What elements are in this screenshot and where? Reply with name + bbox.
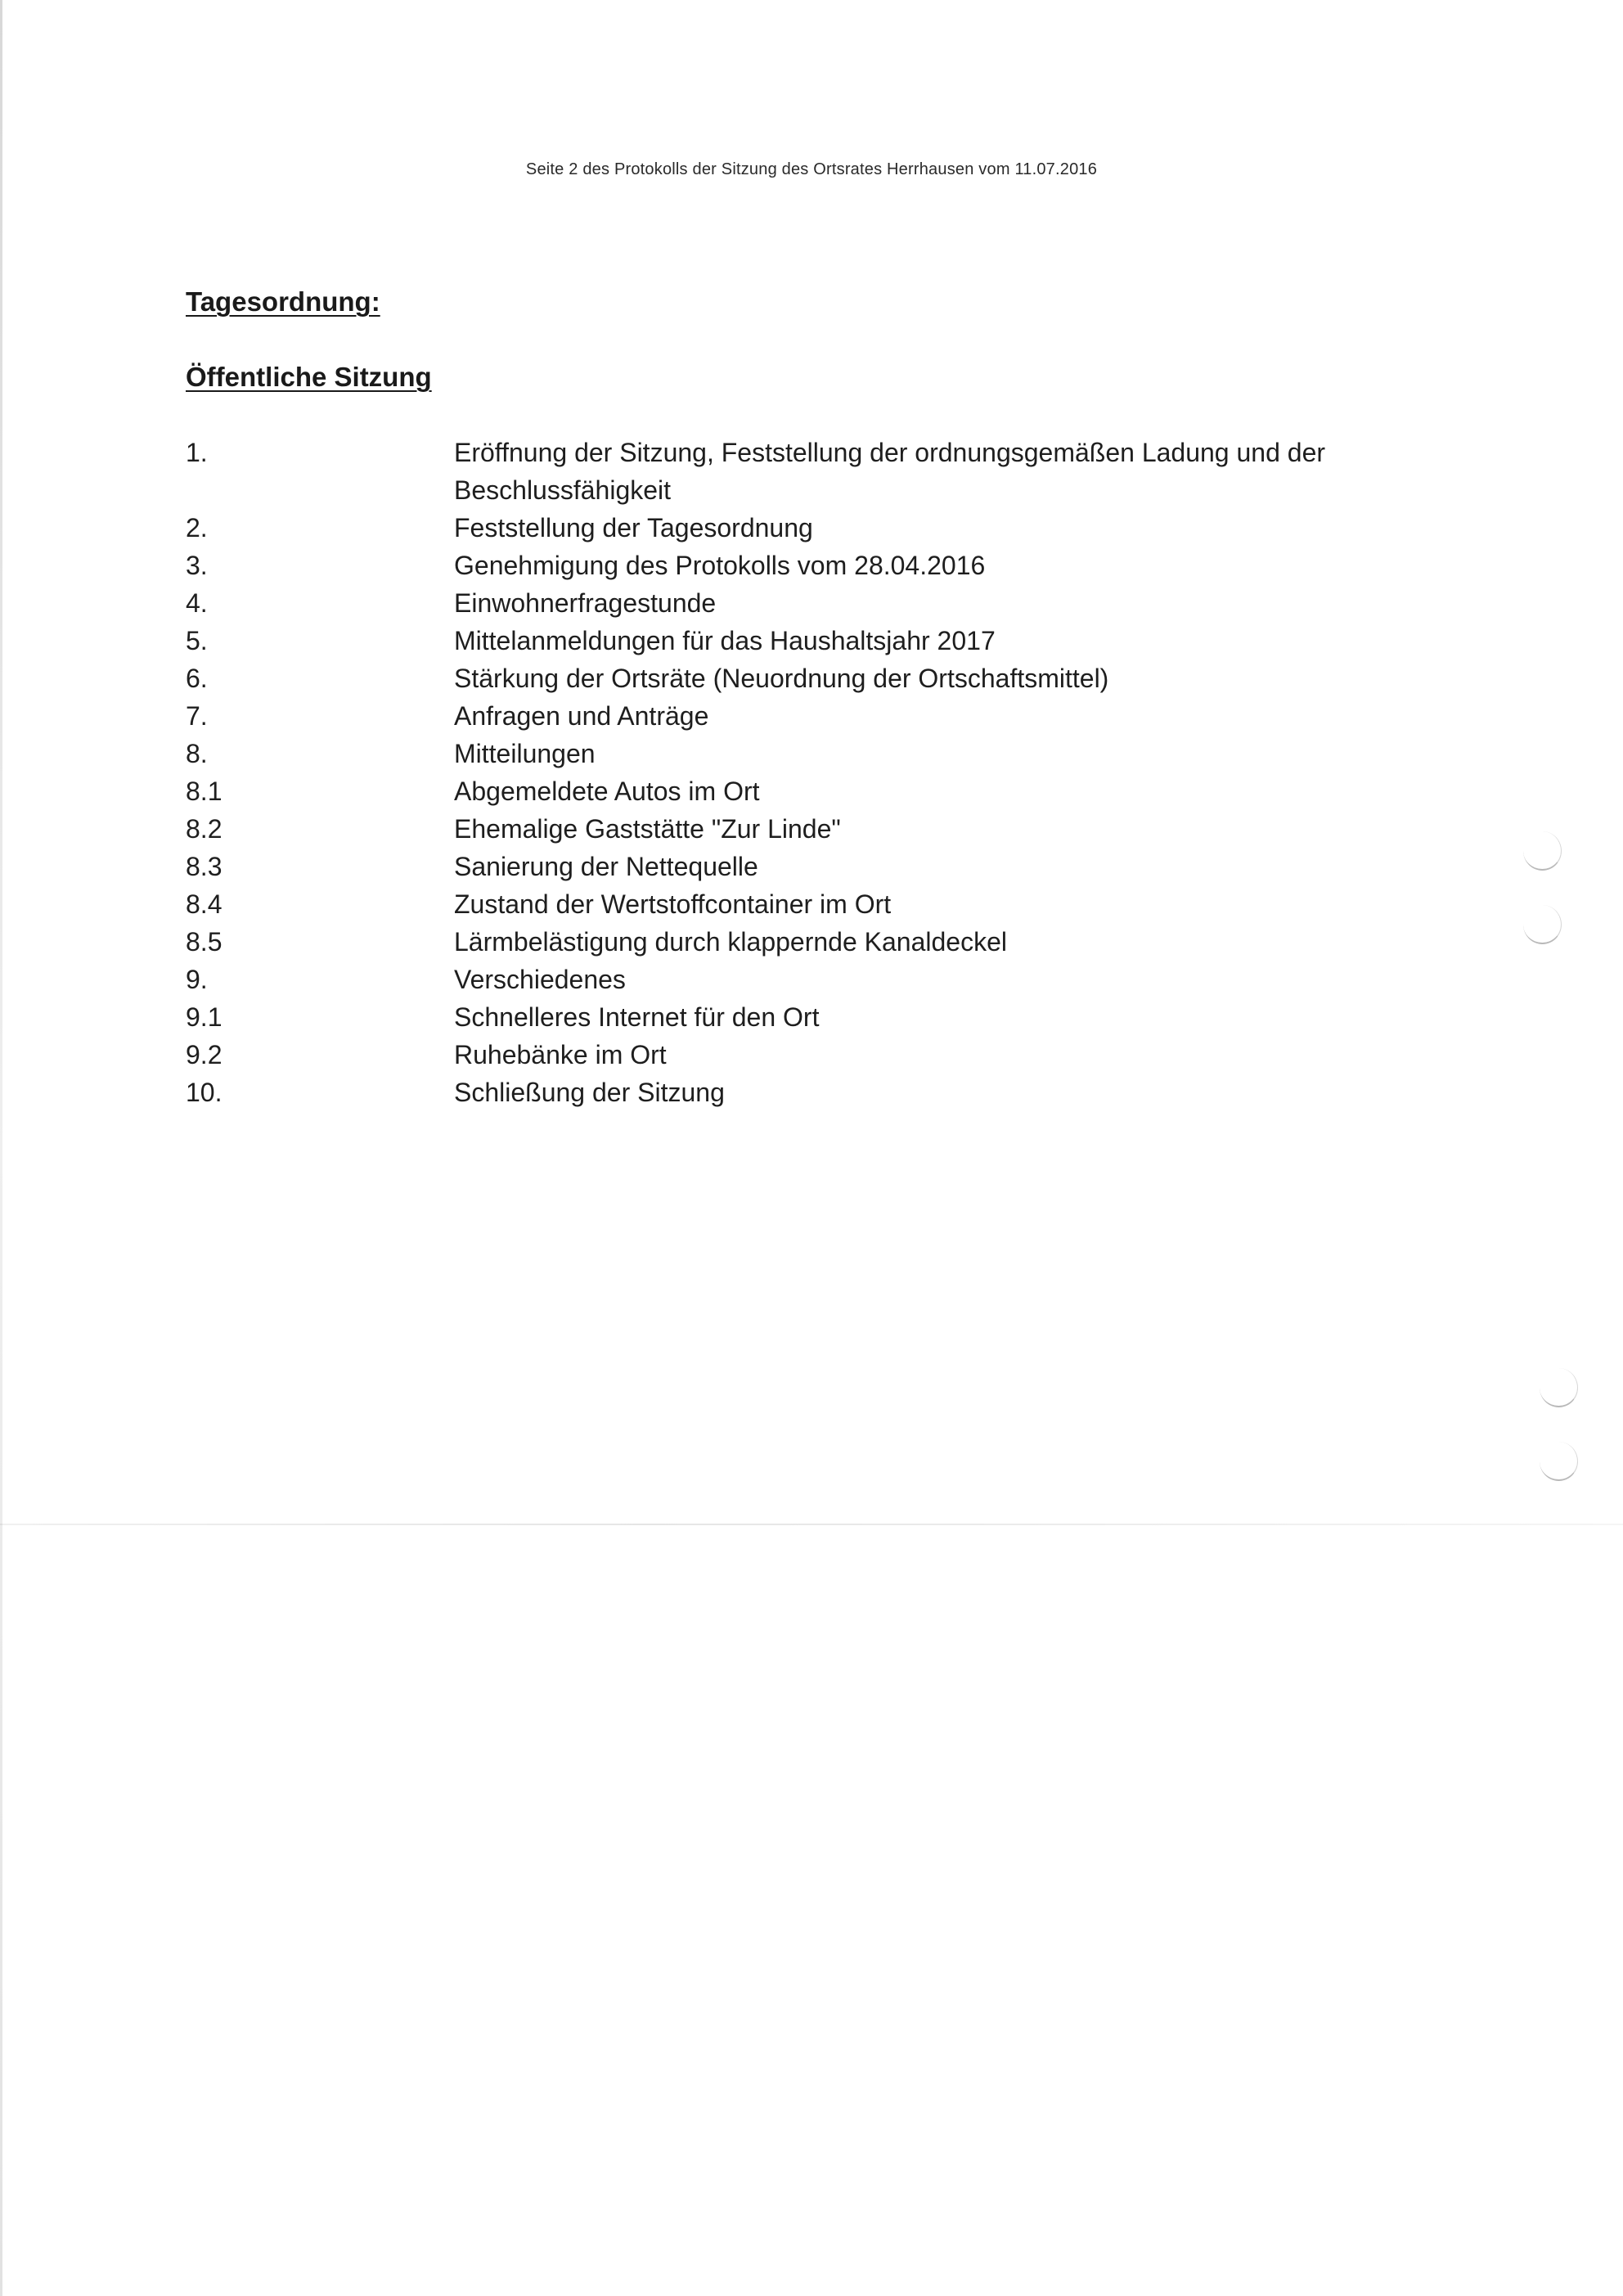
agenda-item — [186, 1036, 1413, 1074]
agenda-item — [186, 660, 1413, 697]
page-header: Seite 2 des Protokolls der Sitzung des Ortsrates Herrhausen vom 11.07.2016 — [525, 160, 1098, 178]
agenda-item-text: Mitteilungen — [454, 739, 596, 768]
agenda-item-text: Anfragen und Anträge — [454, 701, 709, 731]
agenda-item — [186, 772, 1413, 810]
agenda-item-text: Genehmigung des Protokolls vom 28.04.2016 — [454, 551, 986, 580]
agenda-item — [186, 885, 1413, 923]
agenda-item-number: 8. — [186, 739, 208, 768]
punch-hole-1 — [1523, 831, 1562, 871]
agenda-item-text: Ruhebänke im Ort — [454, 1040, 667, 1069]
agenda-item-number: 8.2 — [186, 814, 223, 844]
scan-fold-line — [0, 1524, 1623, 1525]
agenda-item — [186, 622, 1413, 660]
agenda-item-number: 8.3 — [186, 852, 223, 881]
public-session-heading: Öffentliche Sitzung — [186, 362, 432, 392]
agenda-list — [186, 434, 1413, 1111]
agenda-item — [186, 1074, 1413, 1111]
agenda-item-number: 8.5 — [186, 927, 223, 957]
scan-edge — [0, 0, 2, 2296]
agenda-item — [186, 434, 1413, 509]
agenda-item-number: 10. — [186, 1078, 223, 1107]
agenda-item-text: Feststellung der Tagesordnung — [454, 513, 813, 542]
agenda-item-text: Abgemeldete Autos im Ort — [454, 777, 760, 806]
agenda-item — [186, 998, 1413, 1036]
agenda-item-text: Lärmbelästigung durch klappernde Kanaldeckel — [454, 927, 1007, 957]
punch-hole-3 — [1540, 1368, 1578, 1407]
agenda-item — [186, 810, 1413, 848]
agenda-item-text: Schnelleres Internet für den Ort — [454, 1002, 820, 1032]
agenda-item — [186, 584, 1413, 622]
agenda-item-number: 9.1 — [186, 1002, 223, 1032]
agenda-item-number: 4. — [186, 588, 208, 618]
agenda-item-number: 3. — [186, 551, 208, 580]
agenda-item — [186, 961, 1413, 998]
agenda-item-text: Sanierung der Nettequelle — [454, 852, 758, 881]
punch-hole-2 — [1523, 905, 1562, 944]
agenda-item-number: 1. — [186, 438, 208, 467]
agenda-item — [186, 547, 1413, 584]
agenda-item-text: Verschiedenes — [454, 965, 626, 994]
agenda-item-number: 9. — [186, 965, 208, 994]
agenda-item-number: 8.4 — [186, 889, 223, 919]
agenda-item-number: 2. — [186, 513, 208, 542]
agenda-item — [186, 509, 1413, 547]
agenda-item-number: 8.1 — [186, 777, 223, 806]
agenda-item-text: Zustand der Wertstoffcontainer im Ort — [454, 889, 892, 919]
agenda-item-number: 7. — [186, 701, 208, 731]
agenda-heading: Tagesordnung: — [186, 286, 380, 317]
agenda-item — [186, 923, 1413, 961]
agenda-item-number: 6. — [186, 664, 208, 693]
agenda-item-text: Ehemalige Gaststätte "Zur Linde" — [454, 814, 841, 844]
agenda-item — [186, 697, 1413, 735]
agenda-item-text: Eröffnung der Sitzung, Feststellung der ordnungsgemäßen Ladung und der Beschlussfähigkeit — [454, 438, 1326, 505]
agenda-item — [186, 848, 1413, 885]
punch-hole-4 — [1540, 1442, 1578, 1481]
agenda-item-text: Mittelanmeldungen für das Haushaltsjahr 2017 — [454, 626, 996, 655]
agenda-item — [186, 735, 1413, 772]
agenda-item-number: 5. — [186, 626, 208, 655]
agenda-item-text: Einwohnerfragestunde — [454, 588, 717, 618]
agenda-item-text: Stärkung der Ortsräte (Neuordnung der Ortschaftsmittel) — [454, 664, 1109, 693]
agenda-item-text: Schließung der Sitzung — [454, 1078, 725, 1107]
agenda-item-number: 9.2 — [186, 1040, 223, 1069]
